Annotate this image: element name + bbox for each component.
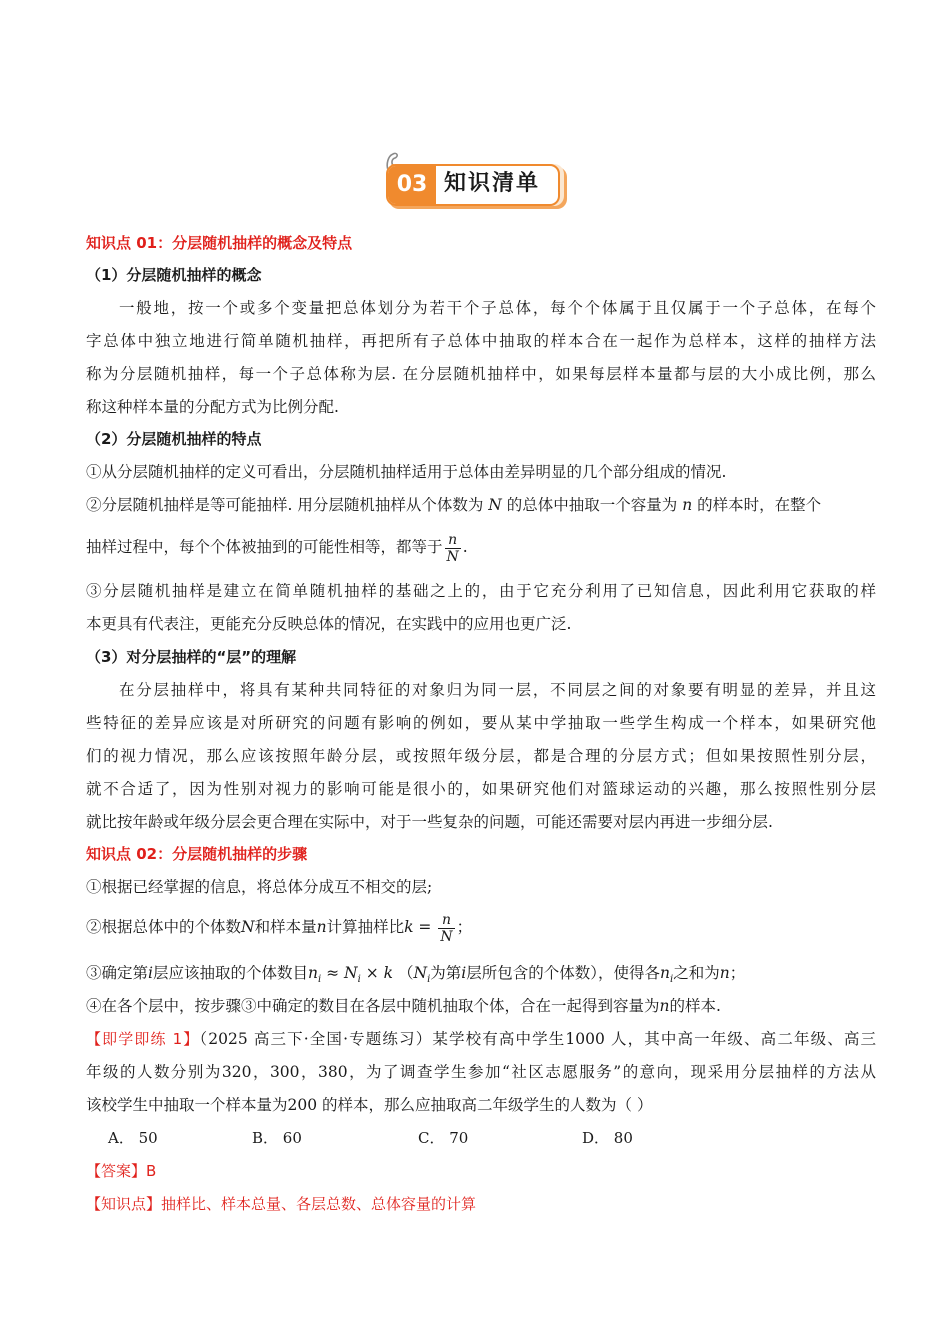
badge-inner [386,164,560,206]
kp2-step-1: ①根据已经掌握的信息，将总体分成互不相交的层; [86,878,433,896]
kp1-point-1: ①从分层随机抽样的定义可看出，分层随机抽样适用于总体由差异明显的几个部分组成的情况. [86,463,727,481]
kp1-sub3-line: 在分层抽样中，将具有某种共同特征的对象归为同一层，不同层之间的对象要有明显的差异，并且这 [119,681,876,699]
exercise-line-2: 年级的人数分别为320，300，380，为了调查学生参加“社区志愿服务”的意向，现采用分层抽样的方法从 [86,1063,876,1081]
kp1-sub1-line: 称为分层随机抽样，每一个子总体称为层. 在分层随机抽样中，如果每层样本量都与层的大小成比例，那么 [86,365,876,383]
knowledge-point-value: 抽样比、样本总量、各层总数、总体容量的计算 [161,1195,477,1213]
option-c[interactable]: C． 70 [418,1129,469,1147]
kp1-sub1-title: （1）分层随机抽样的概念 [86,266,262,284]
kp1-sub1-line: 字总体中独立地进行简单随机抽样，再把所有子总体中抽取的样本合在一起作为总样本，这样的抽样方法 [86,332,876,350]
kp1-title: 知识点 01：分层随机抽样的概念及特点 [86,234,353,252]
var-n: n [682,496,693,514]
knowledge-point-tag: 【知识点】 [86,1195,162,1213]
kp2-step-3: ③确定第i层应该抽取的个体数目$n_i \approx N_i \times k$ （$N_i$为第i层所包含的个体数），使得各$n_i$之和为n； [86,964,746,986]
exercise-line-1: 【即学即练 1】（2025 高三下·全国·专题练习）某学校有高中学生1000 人，其中高一年级、高二年级、高三 [86,1030,877,1048]
kp1-point-2: ②分层随机抽样是等可能抽样. 用分层随机抽样从个体数为 N 的总体中抽取一个容量为 n 的样本时，在整个 [86,496,822,514]
kp1-sub3-line: 些特征的差异应该是对所研究的问题有影响的例如，要从某中学抽取一些学生构成一个样本，如果研究他 [86,714,876,732]
badge-frame [386,164,564,206]
answer-tag: 【答案】 [86,1162,147,1180]
section-number: 03 [388,166,436,204]
kp1-point-2-cont: 抽样过程中，每个个体被抽到的可能性相等，都等于 $\frac{n}{N}$ . [86,531,468,565]
exercise-tag: 【即学即练 1】 [86,1030,200,1048]
option-d[interactable]: D． 80 [582,1129,633,1147]
answer-value: B [146,1162,157,1180]
kp2-title: 知识点 02：分层随机抽样的步骤 [86,845,308,863]
kp1-point-3: ③分层随机抽样是建立在简单随机抽样的基础之上的，由于它充分利用了已知信息，因此利用它获取的样 [86,582,876,600]
fraction-n-over-N: $\frac{n}{N}$ [446,531,459,565]
kp1-sub3-line: 就比按年龄或年级分层会更合理在实际中，对于一些复杂的问题，可能还需要对层内再进一步细分层. [86,813,773,831]
kp1-sub2-title: （2）分层随机抽样的特点 [86,430,262,448]
option-a[interactable]: A． 50 [108,1129,158,1147]
kp1-point-3-cont: 本更具有代表注，更能充分反映总体的情况，在实践中的应用也更广泛. [86,615,572,633]
knowledge-point-line [86,1193,876,1215]
kp1-sub1-line: 一般地，按一个或多个变量把总体划分为若干个子总体，每个个体属于且仅属于一个子总体，在每个 [119,299,876,317]
kp1-sub3-title: （3）对分层抽样的“层”的理解 [86,648,297,666]
section-badge [382,150,572,212]
answer-line [86,1160,876,1182]
kp2-step-4: ④在各个层中，按步骤③中确定的数目在各层中随机抽取个体，合在一起得到容量为n的样本. [86,997,721,1015]
var-N: N [488,496,502,514]
kp1-sub3-line: 们的视力情况，那么应该按照年龄分层，或按照年级分层，都是合理的分层方式；但如果按照性别分层， [86,747,876,765]
section-title: 知识清单 [444,171,541,196]
kp1-sub1-line: 称这种样本量的分配方式为比例分配. [86,398,339,416]
exercise-options [108,1127,668,1149]
fraction-n-over-N: $\frac{n}{N}$ [440,911,453,945]
exercise-line-3: 该校学生中抽取一个样本量为200 的样本，那么应抽取高二年级学生的人数为（ ） [86,1096,653,1114]
option-b[interactable]: B． 60 [252,1129,302,1147]
kp1-sub3-line: 就不合适了，因为性别对视力的影响可能是很小的，如果研究他们对篮球运动的兴趣，那么按照性别分层 [86,780,876,798]
kp2-step-2: ②根据总体中的个体数N和样本量n计算抽样比k = $\frac{n}{N}$ ； [86,911,473,945]
